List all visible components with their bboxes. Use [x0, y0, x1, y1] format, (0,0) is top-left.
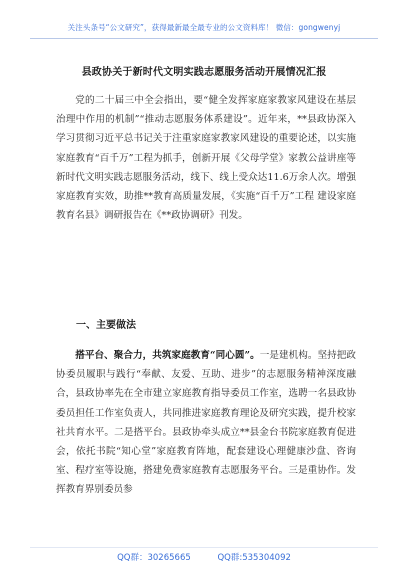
footer-contacts: [0, 551, 408, 563]
section-1-lead-sentence: 搭平台、聚合力，共筑家庭教育“同心圆”。: [75, 350, 260, 361]
header-divider: [30, 38, 378, 39]
document-title: 县政协关于新时代文明实践志愿服务活动开展情况汇报: [81, 67, 327, 78]
header-promo-banner: 关注头条号“公文研究”，获得最新最全最专业的公文资料库！ 微信：gongwenyj: [67, 23, 341, 32]
section-1-body-text: 一是建机构。坚持把政协委员履职与践行“奉献、友爱、互助、进步”的志愿服务精神深度融合，县政协率先在全市建立家庭教育指导委员工作室，选聘一名县政协委员担任工作室负责人，共同推进家庭教育理论及研究实践，提升校家社共育水平。二是搭平台。县政协牵头成立**县金台书院家庭教育促进会，依托书院“知心堂”家庭教育阵地，配套建设心理健康沙盘、咨询室、程疗室等设施，搭建免费家庭教育志愿服务平台。三是重协作。发挥教育界别委员参: [56, 350, 356, 496]
footer-qq-group-1: QQ群：30265665: [117, 553, 191, 563]
footer-divider: [30, 547, 378, 548]
intro-paragraph: 党的二十届三中全会指出，要“健全发挥家庭家教家风建设在基层治理中作用的机制”“推动志愿服务体系建设”。近年来，**县政协深入学习贯彻习近平总书记关于注重家庭家教家风建设的重要论述，以实施家庭教育“百千万”工程为抓手，创新开展《父母学堂》家教公益讲座等新时代文明实践志愿服务活动，线下、线上受众达11.6万余人次。增强家庭教育实效，助推**教育高质量发展，《实施“百千万”工程 建设家庭教育名县》调研报告在《**政协调研》刊发。: [56, 95, 356, 222]
section-heading-main-practices: 一、主要做法: [76, 320, 136, 331]
section-1-paragraph: [56, 346, 356, 500]
footer-qq-group-2: QQ群:535304092: [217, 553, 291, 563]
